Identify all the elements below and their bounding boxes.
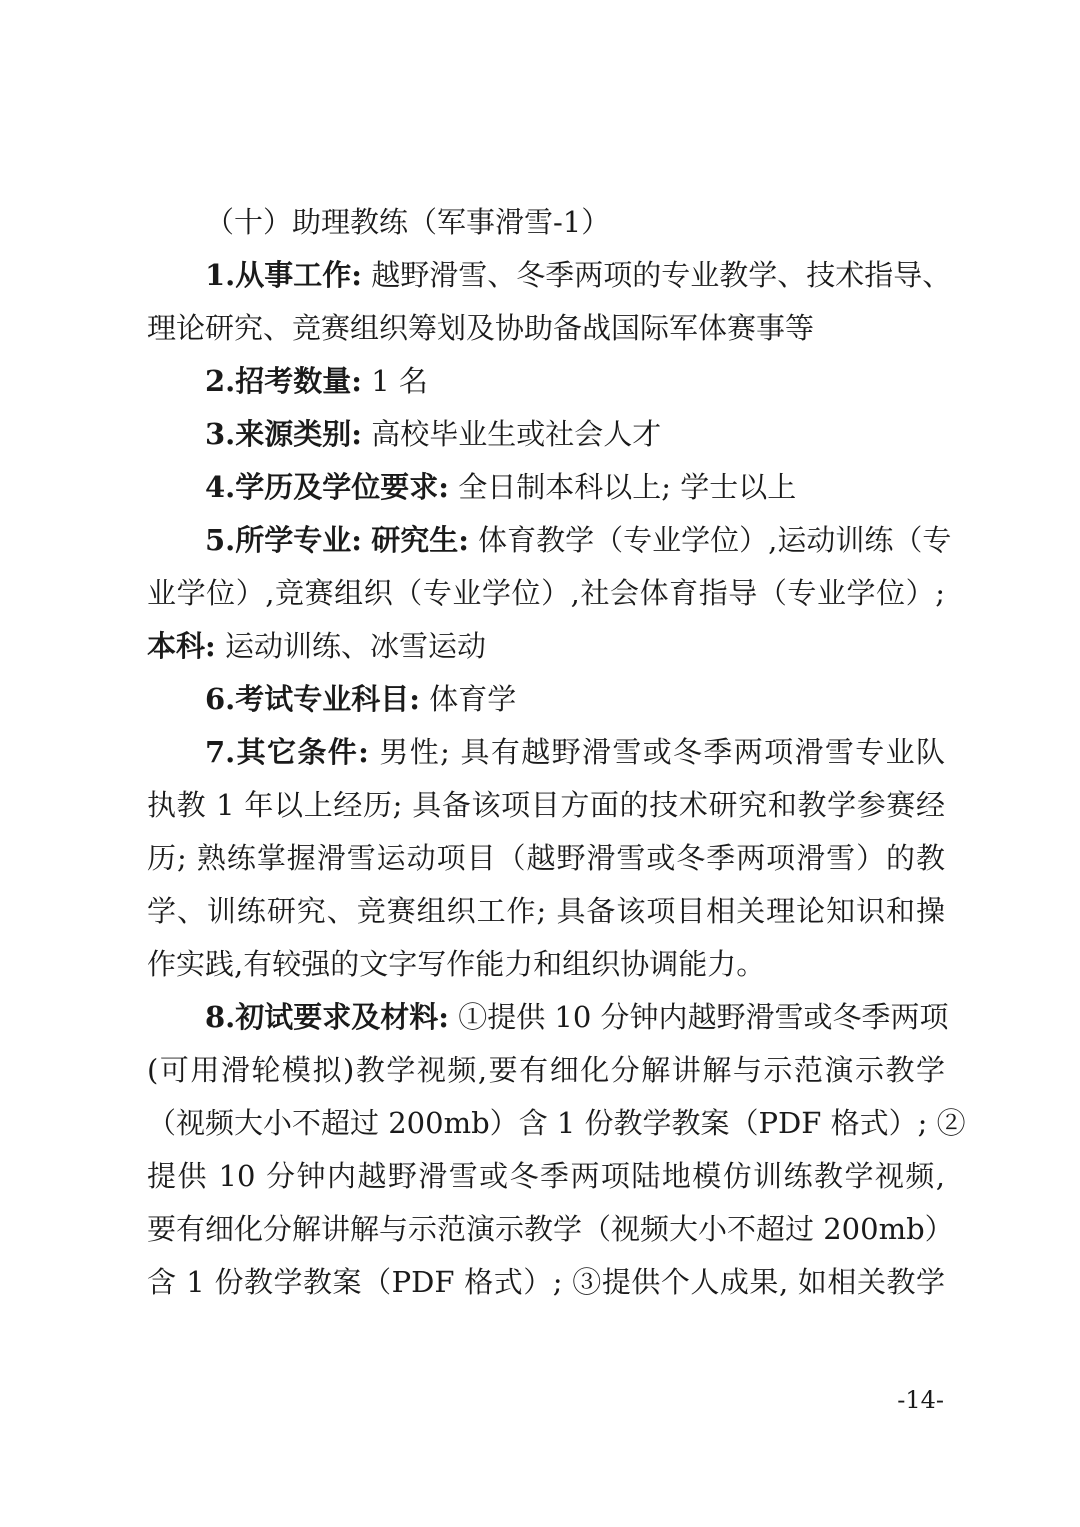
item-label: 8.初试要求及材料:: [205, 1000, 449, 1034]
item-source-category: [147, 408, 945, 461]
item-text: 要有细化分解讲解与示范演示教学（视频大小不超过 200mb）: [147, 1212, 954, 1246]
page-number: -14-: [897, 1386, 944, 1414]
item-work-duties-cont: [147, 302, 945, 355]
item-sublabel: 本科:: [147, 629, 216, 663]
item-education-requirement: [147, 461, 945, 514]
item-preliminary-requirements-cont: [147, 1256, 945, 1309]
item-other-conditions-cont: [147, 885, 945, 938]
item-text: 男性; 具有越野滑雪或冬季两项滑雪专业队: [379, 735, 945, 769]
item-text: 体育教学（专业学位）,运动训练（专: [478, 523, 952, 557]
item-preliminary-requirements-cont: [147, 1097, 966, 1150]
item-text: 越野滑雪、冬季两项的专业教学、技术指导、: [371, 258, 952, 292]
document-body: [147, 196, 966, 1309]
item-work-duties: [147, 249, 952, 302]
item-text: 作实践,有较强的文字写作能力和组织协调能力。: [147, 947, 766, 981]
item-text: 提供 10 分钟内越野滑雪或冬季两项陆地模仿训练教学视频,: [147, 1159, 945, 1193]
section-heading: （十）助理教练（军事滑雪-1）: [205, 205, 611, 239]
item-text: 含 1 份教学教案（PDF 格式）; ③提供个人成果, 如相关教学: [147, 1265, 945, 1299]
item-major-cont: [147, 567, 945, 620]
item-recruit-count: [147, 355, 945, 408]
item-text: (可用滑轮模拟)教学视频,要有细化分解讲解与示范演示教学: [147, 1053, 945, 1087]
item-other-conditions-cont: [147, 938, 945, 991]
item-sublabel: 研究生:: [371, 523, 469, 557]
item-exam-subject: [147, 673, 945, 726]
item-text: （视频大小不超过 200mb）含 1 份教学教案（PDF 格式）; ②: [147, 1106, 966, 1140]
item-text: 理论研究、竞赛组织筹划及协助备战国际军体赛事等: [147, 311, 815, 345]
item-preliminary-requirements-cont: [147, 1150, 945, 1203]
item-preliminary-requirements: [147, 991, 949, 1044]
item-preliminary-requirements-cont: [147, 1044, 945, 1097]
item-text: 学、训练研究、竞赛组织工作; 具备该项目相关理论知识和操: [147, 894, 945, 928]
item-label: 3.来源类别:: [205, 417, 362, 451]
item-text: 高校毕业生或社会人才: [371, 417, 662, 451]
item-other-conditions-cont: [147, 832, 945, 885]
item-preliminary-requirements-cont: [147, 1203, 954, 1256]
item-label: 6.考试专业科目:: [205, 682, 420, 716]
item-text: 历; 熟练掌握滑雪运动项目（越野滑雪或冬季两项滑雪）的教: [147, 841, 945, 875]
item-text: 1 名: [371, 364, 428, 398]
item-text: 全日制本科以上; 学士以上: [458, 470, 797, 504]
item-label: 1.从事工作:: [205, 258, 362, 292]
item-major-undergrad: [147, 620, 945, 673]
item-text: 执教 1 年以上经历; 具备该项目方面的技术研究和教学参赛经: [147, 788, 945, 822]
item-label: 4.学历及学位要求:: [205, 470, 449, 504]
item-label: 7.其它条件:: [205, 735, 369, 769]
item-other-conditions: [147, 726, 945, 779]
item-label: 2.招考数量:: [205, 364, 362, 398]
item-text: 运动训练、冰雪运动: [224, 629, 486, 663]
item-label: 5.所学专业:: [205, 523, 362, 557]
item-other-conditions-cont: [147, 779, 945, 832]
item-text: 体育学: [429, 682, 517, 716]
item-major: [147, 514, 952, 567]
item-text: 业学位）,竞赛组织（专业学位）,社会体育指导（专业学位）;: [147, 576, 945, 610]
item-text: ①提供 10 分钟内越野滑雪或冬季两项: [458, 1000, 949, 1034]
